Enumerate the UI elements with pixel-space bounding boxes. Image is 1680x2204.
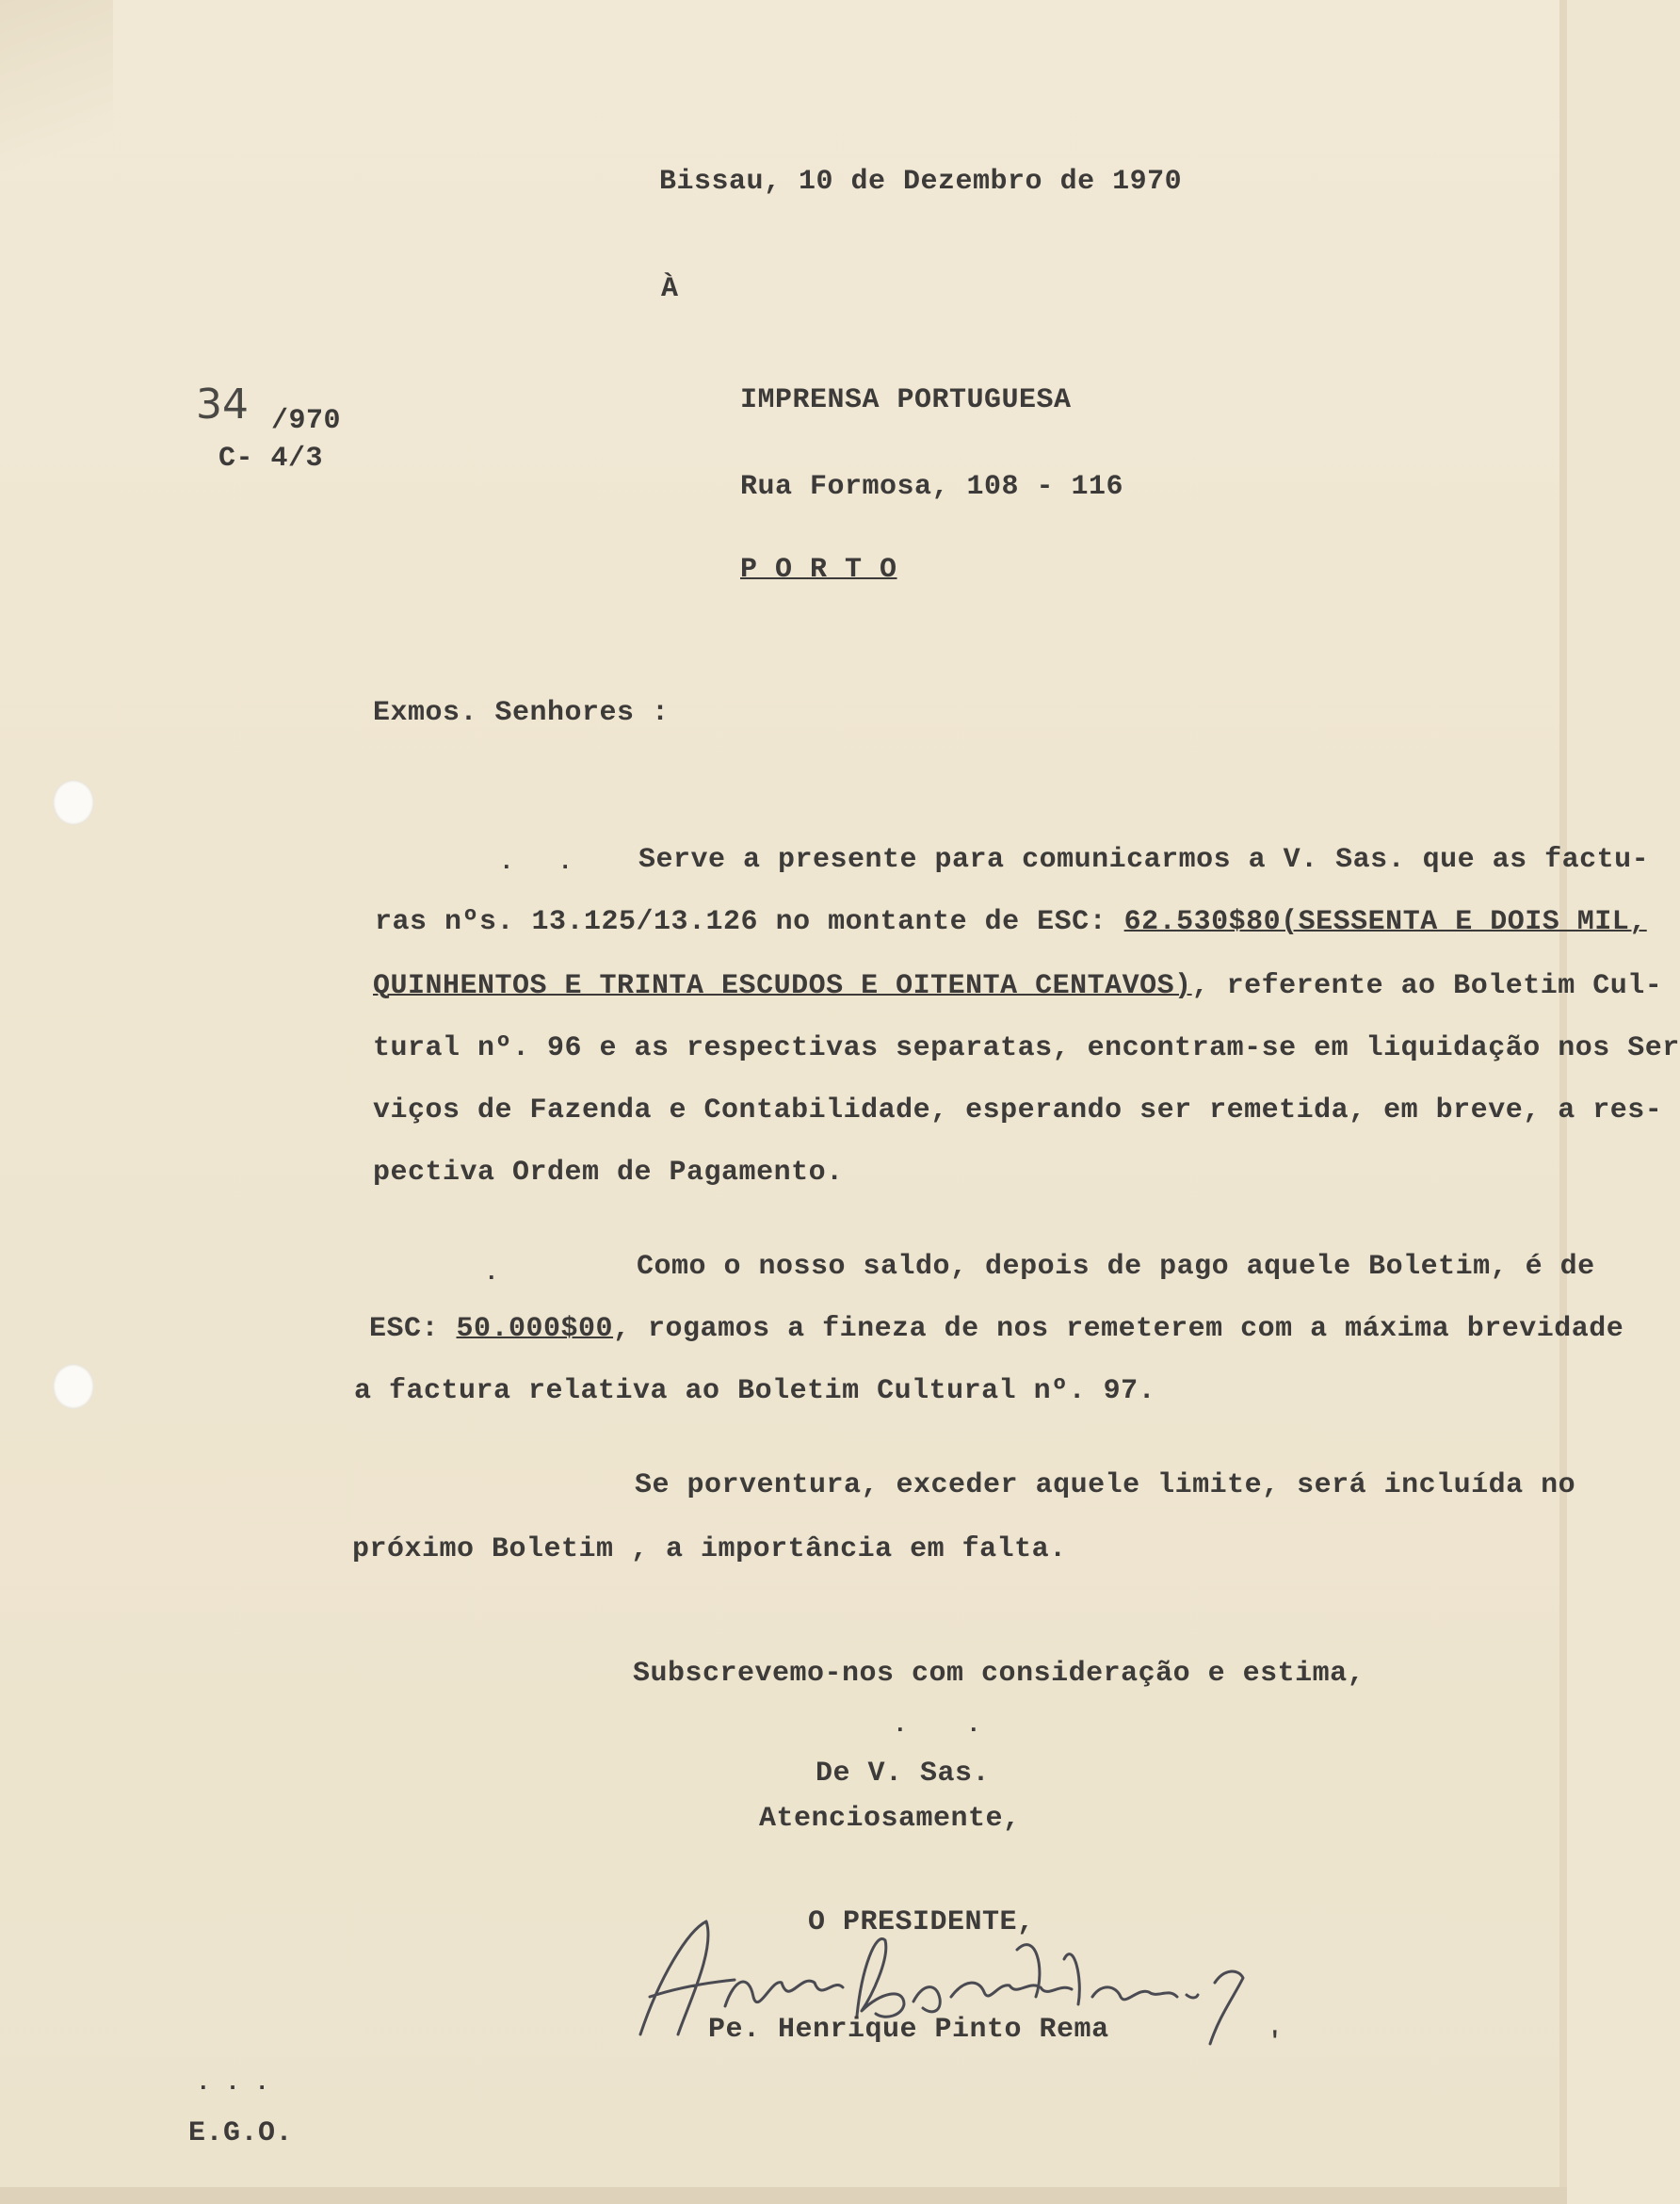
footer-initials: E.G.O. bbox=[188, 2117, 294, 2149]
greeting: Exmos. Senhores : bbox=[373, 697, 670, 729]
body-p1-line-2: ras nºs. 13.125/13.126 no montante de ESC: 62.530$80(SESSENTA E DOIS MIL, bbox=[375, 906, 1647, 938]
signatory-title: O PRESIDENTE, bbox=[808, 1906, 1035, 1938]
margin-dots-1: . . bbox=[499, 848, 573, 876]
margin-dots-3: . . bbox=[893, 1710, 981, 1739]
closing-de-v-sas: De V. Sas. bbox=[816, 1758, 991, 1790]
punch-hole-top bbox=[53, 780, 94, 825]
salutation-prefix: À bbox=[661, 273, 679, 305]
punch-hole-bottom bbox=[53, 1364, 94, 1409]
closing-line: Subscrevemo-nos com consideração e estima, bbox=[633, 1658, 1365, 1690]
body-p2-line-1: Como o nosso saldo, depois de pago aquele Boletim, é de bbox=[637, 1251, 1595, 1283]
handwritten-reference-number: 34 bbox=[196, 381, 249, 429]
footer-dots: . . . bbox=[196, 2068, 270, 2097]
body-p1-line-3: QUINHENTOS E TRINTA ESCUDOS E OITENTA CENTAVOS), referente ao Boletim Cul- bbox=[373, 970, 1663, 1002]
recipient-street: Rua Formosa, 108 - 116 bbox=[740, 471, 1124, 503]
amount-underlined: 62.530$80(SESSENTA E DOIS MIL, bbox=[1123, 906, 1647, 938]
reference-code: C- 4/3 bbox=[218, 443, 324, 475]
signatory-name: Pe. Henrique Pinto Rema bbox=[708, 2014, 1109, 2046]
recipient-city: P O R T O bbox=[740, 554, 897, 586]
paper-fold-shadow bbox=[0, 0, 113, 207]
margin-tick: ' bbox=[1268, 2027, 1283, 2055]
body-p2-line-3: a factura relativa ao Boletim Cultural nº. 97. bbox=[354, 1375, 1156, 1407]
body-p1-line-1: Serve a presente para comunicarmos a V. Sas. que as factu- bbox=[638, 844, 1650, 876]
closing-atenciosamente: Atenciosamente, bbox=[759, 1803, 1021, 1835]
body-p1-line-4: tural nº. 96 e as respectivas separatas, encontram-se em liquidação nos Ser bbox=[373, 1032, 1680, 1064]
body-p1-line-5: viços de Fazenda e Contabilidade, esperando ser remetida, em breve, a res- bbox=[373, 1094, 1663, 1126]
body-p2-line-2: ESC: 50.000$00, rogamos a fineza de nos remeterem com a máxima brevidade bbox=[369, 1313, 1624, 1345]
date-line: Bissau, 10 de Dezembro de 1970 bbox=[659, 166, 1183, 198]
balance-underlined: 50.000$00 bbox=[456, 1313, 614, 1345]
body-p3-line-1: Se porventura, exceder aquele limite, será incluída no bbox=[635, 1469, 1576, 1501]
reference-year: /970 bbox=[271, 405, 342, 437]
amount-in-words-underlined: QUINHENTOS E TRINTA ESCUDOS E OITENTA CENTAVOS) bbox=[373, 970, 1192, 1002]
recipient-name: IMPRENSA PORTUGUESA bbox=[740, 384, 1072, 416]
body-p3-line-2: próximo Boletim , a importância em falta. bbox=[352, 1533, 1067, 1565]
paper-bottom-edge bbox=[0, 2187, 1567, 2204]
margin-dot-2: . bbox=[484, 1258, 499, 1287]
body-p1-line-6: pectiva Ordem de Pagamento. bbox=[373, 1157, 844, 1189]
